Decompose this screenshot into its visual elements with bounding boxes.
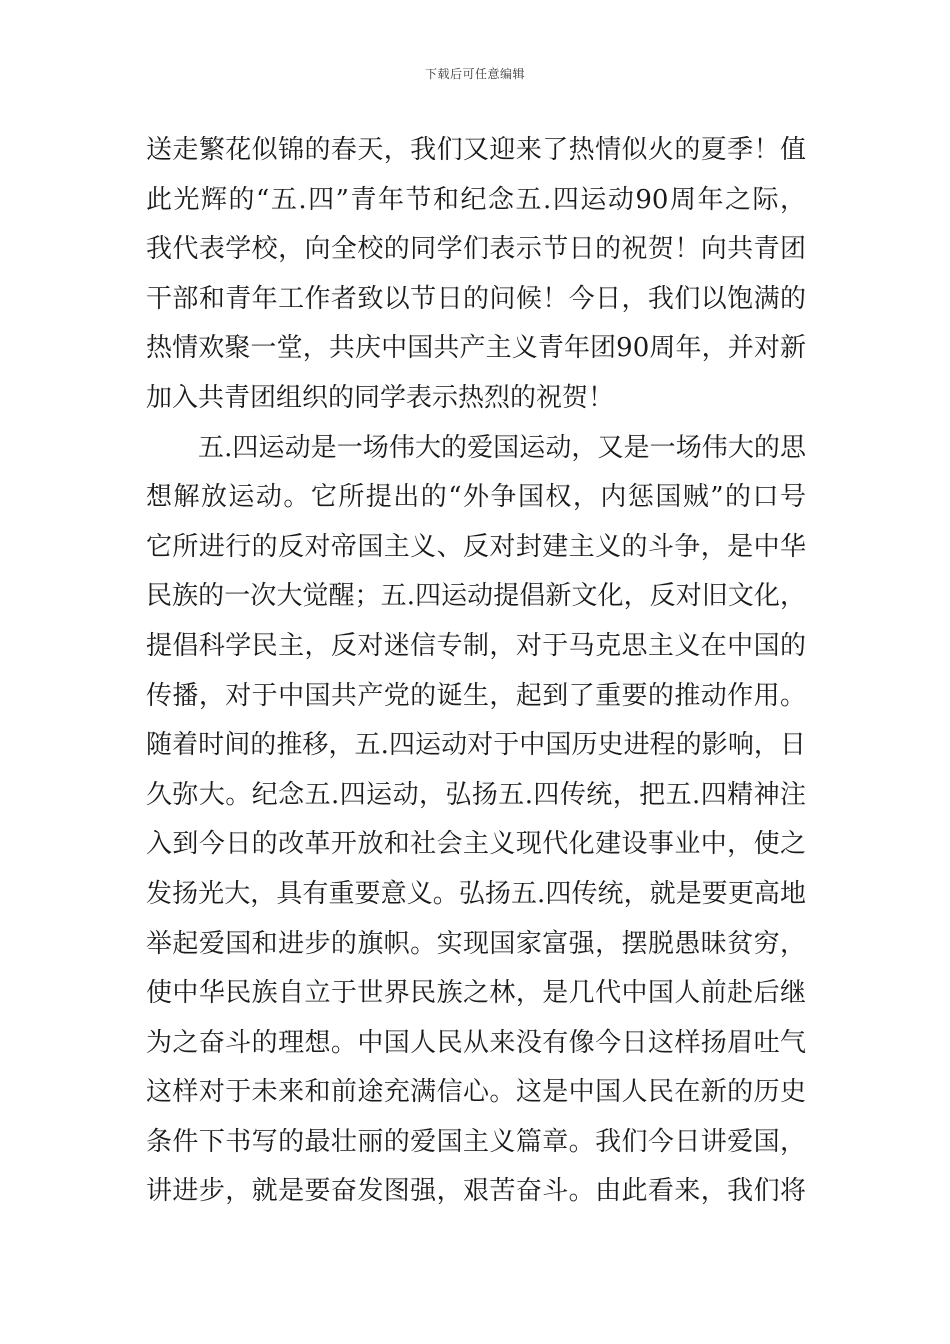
paragraph-1-line-5: 热情欢聚一堂，共庆中国共产主义青年团90周年，并对新 xyxy=(146,333,806,364)
paragraph-2-line-1: 五.四运动是一场伟大的爱国运动，又是一场伟大的思 xyxy=(198,432,806,463)
paragraph-2-line-3: 它所进行的反对帝国主义、反对封建主义的斗争，是中华 xyxy=(146,531,806,562)
paragraph-1-line-6: 加入共青团组织的同学表示热烈的祝贺！ xyxy=(146,382,615,413)
document-body xyxy=(146,126,806,1217)
paragraph-1-line-4: 干部和青年工作者致以节日的问候！今日，我们以饱满的 xyxy=(146,283,806,314)
paragraph-2-line-4: 民族的一次大觉醒；五.四运动提倡新文化，反对旧文化， xyxy=(146,581,806,612)
paragraph-1-line-1: 送走繁花似锦的春天，我们又迎来了热情似火的夏季！值 xyxy=(146,135,806,165)
paragraph-2-line-16: 讲进步，就是要奋发图强，艰苦奋斗。由此看来，我们将 xyxy=(146,1176,806,1207)
paragraph-2-line-5: 提倡科学民主，反对迷信专制，对于马克思主义在中国的 xyxy=(146,630,806,661)
paragraph-2-line-12: 使中华民族自立于世界民族之林，是几代中国人前赴后继 xyxy=(146,978,806,1009)
paragraph-2-line-9: 入到今日的改革开放和社会主义现代化建设事业中，使之 xyxy=(146,829,806,860)
paragraph-1-line-3: 我代表学校，向全校的同学们表示节日的祝贺！向共青团 xyxy=(146,234,806,265)
paragraph-2-line-8: 久弥大。纪念五.四运动，弘扬五.四传统，把五.四精神注 xyxy=(146,779,806,810)
paragraph-1-line-2: 此光辉的“五.四”青年节和纪念五.四运动90周年之际， xyxy=(146,184,806,215)
page-header: 下载后可任意编辑 xyxy=(424,67,525,81)
paragraph-2-line-13: 为之奋斗的理想。中国人民从来没有像今日这样扬眉吐气 xyxy=(146,1027,806,1058)
paragraph-2-line-10: 发扬光大，具有重要意义。弘扬五.四传统，就是要更高地 xyxy=(146,878,806,909)
paragraph-2-line-2: 想解放运动。它所提出的“外争国权，内惩国贼”的口号 xyxy=(146,482,806,513)
paragraph-2-line-11: 举起爱国和进步的旗帜。实现国家富强，摆脱愚昧贫穷， xyxy=(146,928,806,959)
paragraph-2-line-15: 条件下书写的最壮丽的爱国主义篇章。我们今日讲爱国， xyxy=(146,1126,806,1157)
paragraph-2-line-6: 传播，对于中国共产党的诞生，起到了重要的推动作用。 xyxy=(146,680,806,711)
paragraph-2-line-7: 随着时间的推移，五.四运动对于中国历史进程的影响，日 xyxy=(146,730,806,761)
paragraph-2-line-14: 这样对于未来和前途充满信心。这是中国人民在新的历史 xyxy=(146,1077,806,1108)
